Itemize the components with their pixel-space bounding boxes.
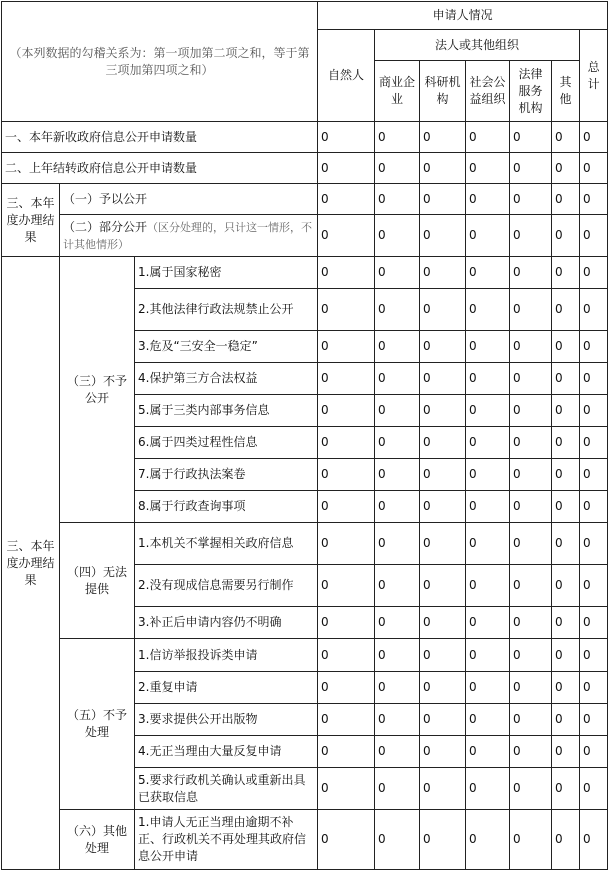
col-social: 社会公益组织 <box>466 61 510 122</box>
value-cell: 0 <box>552 363 580 395</box>
value-cell: 0 <box>580 810 608 870</box>
value-cell: 0 <box>552 331 580 363</box>
col-business: 商业企业 <box>375 61 420 122</box>
item-label: 1.属于国家秘密 <box>135 257 318 289</box>
value-cell: 0 <box>466 427 510 459</box>
value-cell: 0 <box>318 122 375 153</box>
value-cell: 0 <box>420 257 466 289</box>
value-cell: 0 <box>420 289 466 331</box>
value-cell: 0 <box>580 672 608 704</box>
value-cell: 0 <box>420 153 466 184</box>
row-label-g1: （一）予以公开 <box>60 184 318 215</box>
item-label: 5.属于三类内部事务信息 <box>135 395 318 427</box>
value-cell: 0 <box>552 565 580 607</box>
value-cell: 0 <box>420 810 466 870</box>
value-cell: 0 <box>552 810 580 870</box>
value-cell: 0 <box>318 331 375 363</box>
value-cell: 0 <box>580 459 608 491</box>
item-label: 3.补正后申请内容仍不明确 <box>135 607 318 639</box>
value-cell: 0 <box>375 427 420 459</box>
value-cell: 0 <box>375 331 420 363</box>
value-cell: 0 <box>510 363 552 395</box>
value-cell: 0 <box>420 331 466 363</box>
item-label: 6.属于四类过程性信息 <box>135 427 318 459</box>
value-cell: 0 <box>375 523 420 565</box>
value-cell: 0 <box>510 427 552 459</box>
value-cell: 0 <box>420 704 466 736</box>
value-cell: 0 <box>552 459 580 491</box>
group-label-g6: （六）其他处理 <box>60 810 135 870</box>
value-cell: 0 <box>466 257 510 289</box>
value-cell: 0 <box>420 363 466 395</box>
value-cell: 0 <box>466 122 510 153</box>
value-cell: 0 <box>420 768 466 810</box>
value-cell: 0 <box>552 215 580 257</box>
value-cell: 0 <box>510 459 552 491</box>
value-cell: 0 <box>552 639 580 672</box>
item-label: 8.属于行政查询事项 <box>135 491 318 523</box>
value-cell: 0 <box>580 122 608 153</box>
value-cell: 0 <box>580 523 608 565</box>
value-cell: 0 <box>420 607 466 639</box>
value-cell: 0 <box>420 459 466 491</box>
table-row <box>2 523 608 565</box>
value-cell: 0 <box>466 736 510 768</box>
value-cell: 0 <box>318 704 375 736</box>
value-cell: 0 <box>420 672 466 704</box>
value-cell: 0 <box>375 459 420 491</box>
value-cell: 0 <box>318 768 375 810</box>
value-cell: 0 <box>510 768 552 810</box>
item-label: 1.本机关不掌握相关政府信息 <box>135 523 318 565</box>
value-cell: 0 <box>375 672 420 704</box>
value-cell: 0 <box>318 395 375 427</box>
value-cell: 0 <box>580 736 608 768</box>
value-cell: 0 <box>580 363 608 395</box>
value-cell: 0 <box>510 607 552 639</box>
value-cell: 0 <box>318 607 375 639</box>
value-cell: 0 <box>318 810 375 870</box>
row-label-s1: 一、本年新收政府信息公开申请数量 <box>2 122 318 153</box>
col-research: 科研机构 <box>420 61 466 122</box>
table-row <box>2 215 608 257</box>
item-label: 2.没有现成信息需要另行制作 <box>135 565 318 607</box>
table-row <box>2 153 608 184</box>
value-cell: 0 <box>318 289 375 331</box>
value-cell: 0 <box>318 672 375 704</box>
value-cell: 0 <box>580 395 608 427</box>
value-cell: 0 <box>375 153 420 184</box>
value-cell: 0 <box>466 491 510 523</box>
value-cell: 0 <box>466 363 510 395</box>
value-cell: 0 <box>510 565 552 607</box>
value-cell: 0 <box>466 184 510 215</box>
value-cell: 0 <box>510 395 552 427</box>
group-label-g4: （四）无法提供 <box>60 523 135 639</box>
value-cell: 0 <box>580 768 608 810</box>
value-cell: 0 <box>510 810 552 870</box>
value-cell: 0 <box>318 639 375 672</box>
group-label-g5: （五）不予处理 <box>60 639 135 810</box>
value-cell: 0 <box>510 257 552 289</box>
value-cell: 0 <box>510 672 552 704</box>
value-cell: 0 <box>552 607 580 639</box>
col-other: 其他 <box>552 61 580 122</box>
value-cell: 0 <box>318 459 375 491</box>
value-cell: 0 <box>375 639 420 672</box>
value-cell: 0 <box>420 215 466 257</box>
legal-person-group-header: 法人或其他组织 <box>375 30 580 61</box>
value-cell: 0 <box>552 491 580 523</box>
value-cell: 0 <box>466 810 510 870</box>
value-cell: 0 <box>580 565 608 607</box>
value-cell: 0 <box>552 153 580 184</box>
value-cell: 0 <box>510 736 552 768</box>
info-disclosure-table <box>1 1 608 870</box>
value-cell: 0 <box>375 565 420 607</box>
value-cell: 0 <box>580 607 608 639</box>
value-cell: 0 <box>420 639 466 672</box>
section-s3-main: 三、本年度办理结果 <box>2 257 60 870</box>
value-cell: 0 <box>466 331 510 363</box>
value-cell: 0 <box>510 289 552 331</box>
value-cell: 0 <box>552 395 580 427</box>
value-cell: 0 <box>420 122 466 153</box>
col-legal: 法律服务机构 <box>510 61 552 122</box>
value-cell: 0 <box>375 768 420 810</box>
value-cell: 0 <box>420 491 466 523</box>
table-row <box>2 810 608 870</box>
item-label: 5.要求行政机关确认或重新出具已获取信息 <box>135 768 318 810</box>
value-cell: 0 <box>580 257 608 289</box>
value-cell: 0 <box>580 153 608 184</box>
g2-hint: （区分处理的，只计这一情形，不计其他情形） <box>63 220 313 251</box>
value-cell: 0 <box>375 810 420 870</box>
value-cell: 0 <box>510 331 552 363</box>
value-cell: 0 <box>420 523 466 565</box>
value-cell: 0 <box>580 331 608 363</box>
value-cell: 0 <box>580 704 608 736</box>
value-cell: 0 <box>580 639 608 672</box>
value-cell: 0 <box>510 639 552 672</box>
item-label: 2.其他法律行政法规禁止公开 <box>135 289 318 331</box>
table-row <box>2 639 608 672</box>
table-row <box>2 257 608 289</box>
item-label: 3.危及“三安全一稳定” <box>135 331 318 363</box>
value-cell: 0 <box>375 491 420 523</box>
note-cell: （本列数据的勾稽关系为：第一项加第二项之和，等于第三项加第四项之和） <box>2 2 318 122</box>
value-cell: 0 <box>552 704 580 736</box>
item-label: 2.重复申请 <box>135 672 318 704</box>
value-cell: 0 <box>466 607 510 639</box>
value-cell: 0 <box>552 427 580 459</box>
value-cell: 0 <box>552 122 580 153</box>
value-cell: 0 <box>318 565 375 607</box>
value-cell: 0 <box>552 184 580 215</box>
value-cell: 0 <box>510 153 552 184</box>
value-cell: 0 <box>318 427 375 459</box>
table-row <box>2 184 608 215</box>
value-cell: 0 <box>466 215 510 257</box>
value-cell: 0 <box>420 736 466 768</box>
value-cell: 0 <box>375 395 420 427</box>
item-label: 4.无正当理由大量反复申请 <box>135 736 318 768</box>
value-cell: 0 <box>580 427 608 459</box>
value-cell: 0 <box>510 491 552 523</box>
value-cell: 0 <box>375 289 420 331</box>
value-cell: 0 <box>580 215 608 257</box>
value-cell: 0 <box>375 363 420 395</box>
value-cell: 0 <box>318 215 375 257</box>
item-label: 3.要求提供公开出版物 <box>135 704 318 736</box>
item-label: 1.申请人无正当理由逾期不补正、行政机关不再处理其政府信息公开申请 <box>135 810 318 870</box>
value-cell: 0 <box>318 153 375 184</box>
col-total: 总计 <box>580 30 608 122</box>
value-cell: 0 <box>510 122 552 153</box>
value-cell: 0 <box>466 639 510 672</box>
value-cell: 0 <box>510 184 552 215</box>
value-cell: 0 <box>466 153 510 184</box>
row-label-s2: 二、上年结转政府信息公开申请数量 <box>2 153 318 184</box>
value-cell: 0 <box>466 395 510 427</box>
value-cell: 0 <box>510 523 552 565</box>
value-cell: 0 <box>580 491 608 523</box>
value-cell: 0 <box>510 215 552 257</box>
value-cell: 0 <box>466 704 510 736</box>
section-s3-top: 三、本年度办理结果 <box>2 184 60 257</box>
value-cell: 0 <box>420 427 466 459</box>
value-cell: 0 <box>466 565 510 607</box>
value-cell: 0 <box>552 289 580 331</box>
value-cell: 0 <box>510 704 552 736</box>
value-cell: 0 <box>466 459 510 491</box>
value-cell: 0 <box>466 672 510 704</box>
value-cell: 0 <box>375 736 420 768</box>
value-cell: 0 <box>420 184 466 215</box>
value-cell: 0 <box>318 523 375 565</box>
value-cell: 0 <box>318 184 375 215</box>
row-label-g2 <box>60 215 318 257</box>
value-cell: 0 <box>375 122 420 153</box>
value-cell: 0 <box>552 768 580 810</box>
value-cell: 0 <box>318 491 375 523</box>
value-cell: 0 <box>375 704 420 736</box>
item-label: 4.保护第三方合法权益 <box>135 363 318 395</box>
value-cell: 0 <box>580 289 608 331</box>
value-cell: 0 <box>466 289 510 331</box>
value-cell: 0 <box>580 184 608 215</box>
value-cell: 0 <box>552 257 580 289</box>
applicant-situation-header: 申请人情况 <box>318 2 608 30</box>
value-cell: 0 <box>318 257 375 289</box>
value-cell: 0 <box>375 607 420 639</box>
g2-label: （二）部分公开 <box>63 219 148 234</box>
value-cell: 0 <box>420 565 466 607</box>
table-row <box>2 122 608 153</box>
value-cell: 0 <box>318 736 375 768</box>
value-cell: 0 <box>420 395 466 427</box>
value-cell: 0 <box>318 363 375 395</box>
item-label: 1.信访举报投诉类申请 <box>135 639 318 672</box>
value-cell: 0 <box>552 523 580 565</box>
col-natural-person: 自然人 <box>318 30 375 122</box>
value-cell: 0 <box>552 736 580 768</box>
value-cell: 0 <box>375 215 420 257</box>
value-cell: 0 <box>466 768 510 810</box>
value-cell: 0 <box>375 257 420 289</box>
item-label: 7.属于行政执法案卷 <box>135 459 318 491</box>
value-cell: 0 <box>552 672 580 704</box>
value-cell: 0 <box>466 523 510 565</box>
value-cell: 0 <box>375 184 420 215</box>
group-label-g3: （三）不予公开 <box>60 257 135 523</box>
